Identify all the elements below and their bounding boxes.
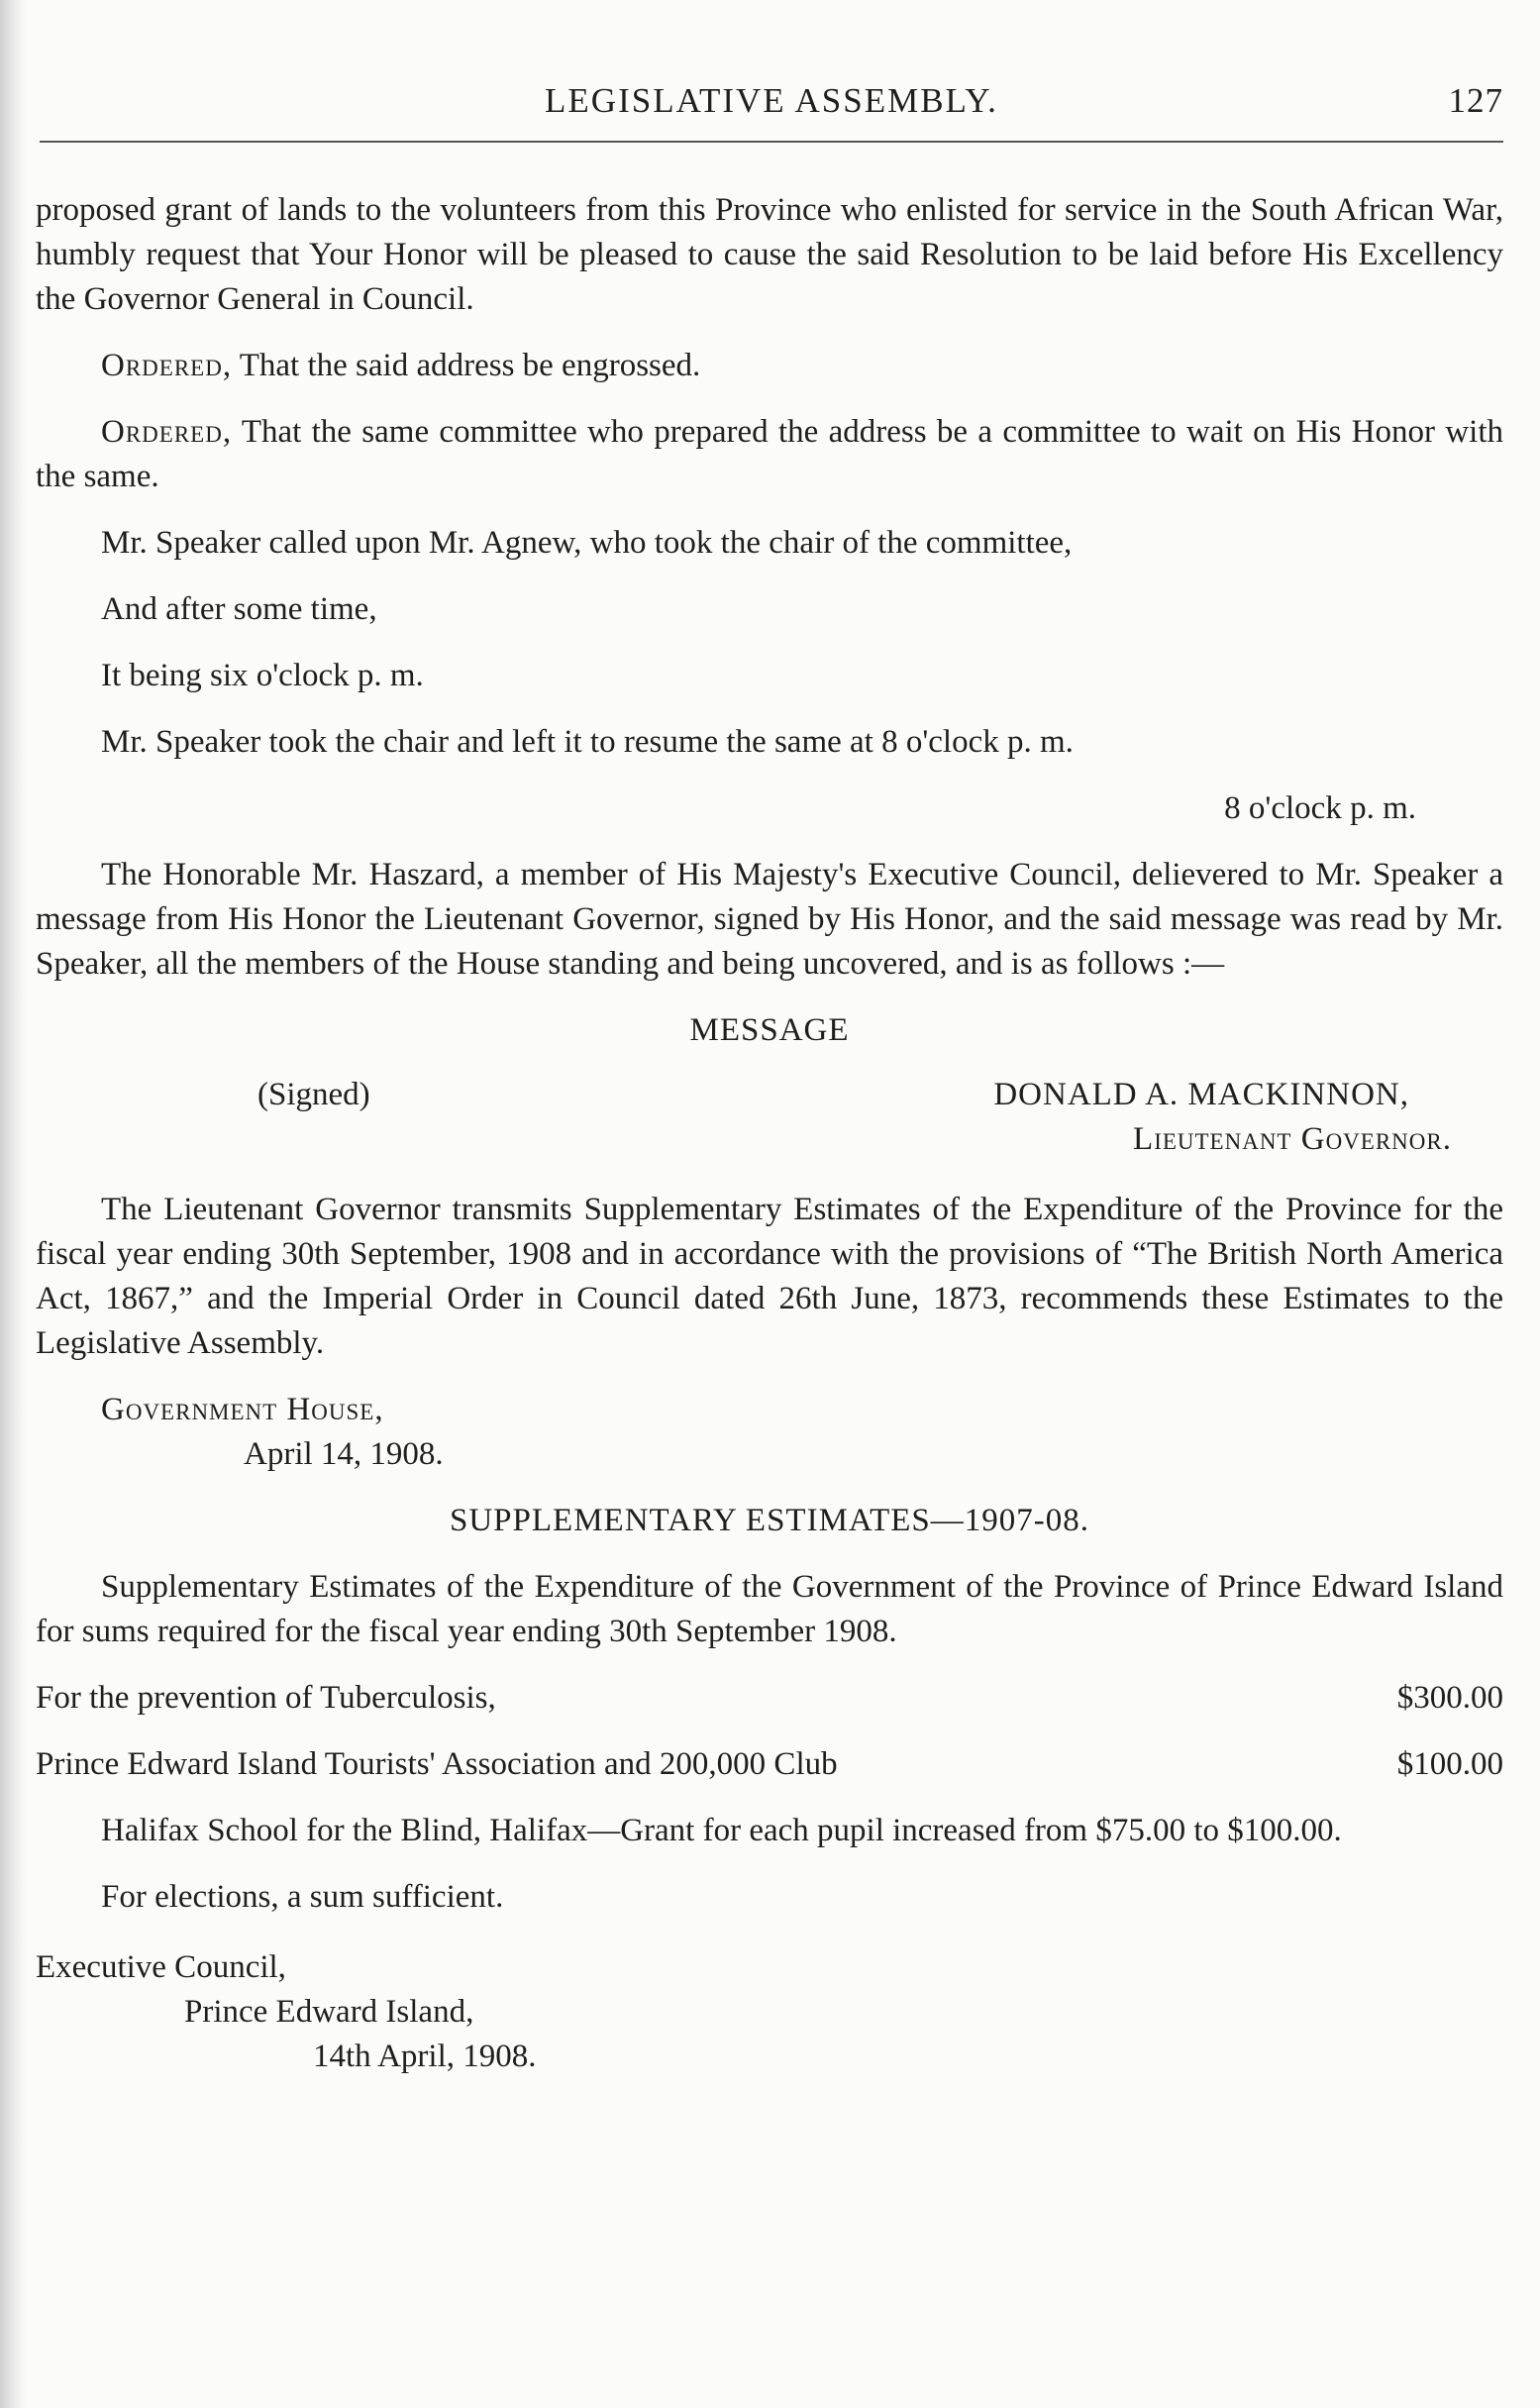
ordered-lead: Ordered, [101, 348, 233, 383]
paragraph-speaker-agnew: Mr. Speaker called upon Mr. Agnew, who took the chair of the committee, [101, 525, 1073, 561]
page-number: 127 [1448, 81, 1503, 120]
paragraph-speaker-chair: Mr. Speaker took the chair and left it to resume the same at 8 o'clock p. m. [101, 724, 1074, 760]
ordered-lead: Ordered, [101, 414, 233, 450]
estimate-item [36, 1676, 1503, 1721]
paragraph-address-request: proposed grant of lands to the volunteers from this Province who enlisted for service in the South African War, humbly request that Your Honor will be pleased to cause the said Resolution to be laid before His Excellency the Governor General in Council. [36, 192, 1503, 317]
paragraph-after-time: And after some time, [101, 591, 377, 627]
paragraph-six-oclock: It being six o'clock p. m. [101, 658, 424, 693]
paragraph-elections: For elections, a sum sufficient. [101, 1879, 504, 1915]
signature-province: Prince Edward Island, [184, 1994, 474, 2030]
estimates-intro: Supplementary Estimates of the Expenditure of the Government of the Province of Prince Edward Island for sums required for the fiscal year ending 30th September 1908. [36, 1569, 1503, 1649]
ordered-text: That the said address be engrossed. [232, 348, 701, 383]
message-place: Government House, [101, 1392, 384, 1427]
governor-title: Lieutenant Governor. [1133, 1121, 1452, 1157]
estimate-item [36, 1742, 1503, 1787]
signed-label: (Signed) [257, 1077, 370, 1112]
page-header [40, 77, 1503, 129]
estimate-item-label: Prince Edward Island Tourists' Association and 200,000 Club [36, 1746, 838, 1782]
paragraph-ordered-committee [36, 410, 1503, 499]
paragraph-halifax-grant: Halifax School for the Blind, Halifax—Grant for each pupil increased from $75.00 to $100.00. [101, 1813, 1342, 1848]
message-signature-row [36, 1073, 1503, 1117]
page-body [36, 188, 1503, 2079]
header-rule [40, 141, 1503, 143]
governor-name: DONALD A. MACKINNON, [993, 1077, 1409, 1112]
paragraph-haszard-message: The Honorable Mr. Haszard, a member of His Majesty's Executive Council, delievered to Mr. Speaker a message from His Honor the Lieutenant Governor, signed by His Honor, and the said message was read by Mr. Speaker, all the members of the House standing and being uncovered, and is as follows :— [36, 857, 1503, 982]
message-date: April 14, 1908. [244, 1436, 444, 1472]
estimates-heading: SUPPLEMENTARY ESTIMATES—1907-08. [449, 1503, 1089, 1538]
message-heading: MESSAGE [689, 1012, 850, 1048]
estimate-item-label: For the prevention of Tuberculosis, [36, 1680, 496, 1716]
signature-date: 14th April, 1908. [313, 2039, 537, 2074]
ordered-text: That the same committee who prepared the address be a committee to wait on His Honor with the same. [36, 414, 1503, 494]
estimate-item-amount: $100.00 [1396, 1746, 1503, 1782]
signature-council: Executive Council, [36, 1949, 286, 1985]
time-heading: 8 o'clock p. m. [1224, 790, 1416, 826]
running-title: LEGISLATIVE ASSEMBLY. [545, 81, 998, 120]
estimate-item-amount: $300.00 [1396, 1680, 1503, 1716]
message-body: The Lieutenant Governor transmits Supplementary Estimates of the Expenditure of the Province for the fiscal year ending 30th September, 1908 and in accordance with the provisions of “The British North America Act, 1867,” and the Imperial Order in Council dated 26th June, 1873, recommends these Estimates to the Legislative Assembly. [36, 1192, 1503, 1361]
paragraph-ordered-engrossed [36, 344, 1503, 388]
